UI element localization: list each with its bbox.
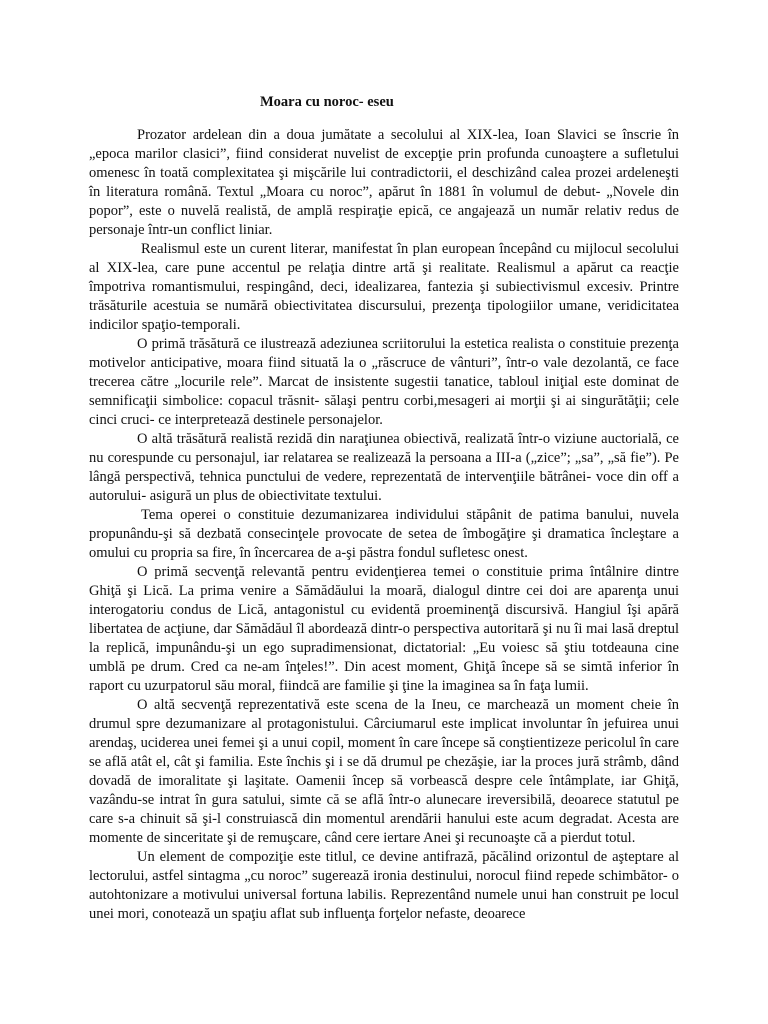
paragraph: O primă trăsătură ce ilustrează adeziunea scriitorului la estetica realista o constituie prezenţa motivelor anticipative, moara fiind situată la o „răscruce de vânturi”, într-o vale dezolantă, ce face trecerea către „locurile rele”. Marcat de insistente sugestii tanatice, tabloul iniţial este dominat de semnificaţii simbolice: copacul trăsnit- sălaşi pentru corbi,mesageri ai morţii şi ai singurătăţii; cele cinci cruci- ce interpretează destinele personajelor. xyxy=(89,336,679,428)
paragraph: Tema operei o constituie dezumanizarea individului stăpânit de patima banului, nuvela propunându-şi să dezbată consecinţele provocate de setea de îmbogăţire şi dramatica încleştare a omului cu propria sa fire, în încercarea de a-şi păstra fondul sufletesc onest. xyxy=(89,507,679,561)
paragraph: O primă secvenţă relevantă pentru evidenţierea temei o constituie prima întâlnire dintre Ghiţă şi Lică. La prima venire a Sămădăului la moară, dialogul dintre cei doi are aparenţa unui interogatoriu condus de Lică, antagonistul cu evidentă proeminenţă discursivă. Hangiul îşi apără libertatea de acţiune, dar Sămădăul îl abordează dintr-o perspectiva autoritară şi nu îi mai lasă dreptul la replică, impunându-şi un ego supradimensionat, dictatorial: „Eu voiesc să ştiu totdeauna cine umblă pe drum. Cred ca ne-am înţeles!”. Din acest moment, Ghiţă începe să se simtă inferior în raport cu uzurpatorul său moral, fiindcă are familie şi ţine la imaginea sa în faţa lumii. xyxy=(89,564,679,694)
paragraph: Prozator ardelean din a doua jumătate a secolului al XIX-lea, Ioan Slavici se înscrie în „epoca marilor clasici”, fiind considerat nuvelist de excepţie prin profunda cunoaştere a sufletului omenesc în toată complexitatea şi mişcările lui contradictorii, el deschizând calea prozei ardeleneşti în literatura română. Textul „Moara cu noroc”, apărut în 1881 în volumul de debut- „Novele din popor”, este o nuvelă realistă, de amplă respiraţie epică, ce angajează un număr relativ redus de personaje într-un conflict liniar. xyxy=(89,127,679,238)
paragraph: Un element de compoziţie este titlul, ce devine antifrază, păcălind orizontul de aşteptare al lectorului, astfel sintagma „cu noroc” sugerează ironia destinului, norocul fiind repede schimbător- o autohtonizare a motivului universal fortuna labilis. Reprezentând numele unui han construit pe locul unei mori, conotează un spaţiu aflat sub influenţa forţelor nefaste, deoarece xyxy=(89,849,679,922)
paragraph: O altă secvenţă reprezentativă este scena de la Ineu, ce marchează un moment cheie în drumul spre dezumanizare al protagonistului. Cârciumarul este implicat involuntar în jefuirea unui arendaş, uciderea unei femei şi a unui copil, moment în care începe să conştientizeze pericolul în care se află atât el, cât şi familia. Este închis şi i se dă drumul pe chezăşie, iar la proces jură strâmb, dând dovadă de imoralitate şi laşitate. Oamenii încep să vorbească despre cele întâmplate, iar Ghiţă, vazându-se intrat în gura satului, simte că se află într-o alunecare ireversibilă, deoarece statutul pe care s-a chinuit să şi-l construiască din momentul arendării hanului este acum degradat. Acesta are momente de sinceritate şi de remuşcare, când cere iertare Anei şi recunoaşte că a pierdut totul. xyxy=(89,697,679,846)
paragraph: O altă trăsătură realistă rezidă din naraţiunea obiectivă, realizată într-o viziune auctorială, ce nu corespunde cu personajul, iar relatarea se realizează la persoana a III-a („zice”; „sa”, „să fie”). Pe lângă perspectivă, tehnica punctului de vedere, reprezentată de intervenţiile bătrânei- voce din off a autorului- asigură un plus de obiectivitate textului. xyxy=(89,431,679,504)
essay-body xyxy=(89,126,679,924)
page-title: Moara cu noroc- eseu xyxy=(260,94,394,110)
paragraph: Realismul este un curent literar, manifestat în plan european începând cu mijlocul secolului al XIX-lea, care pune accentul pe relaţia dintre artă şi realitate. Realismul a apărut ca reacţie împotriva romantismului, respingând, deci, idealizarea, fantezia şi subiectivismul excesiv. Printre trăsăturile acestuia se numără obiectivitatea discursului, prezenţa tipologiilor umane, veridicitatea indicilor spaţio-temporali. xyxy=(89,241,679,333)
